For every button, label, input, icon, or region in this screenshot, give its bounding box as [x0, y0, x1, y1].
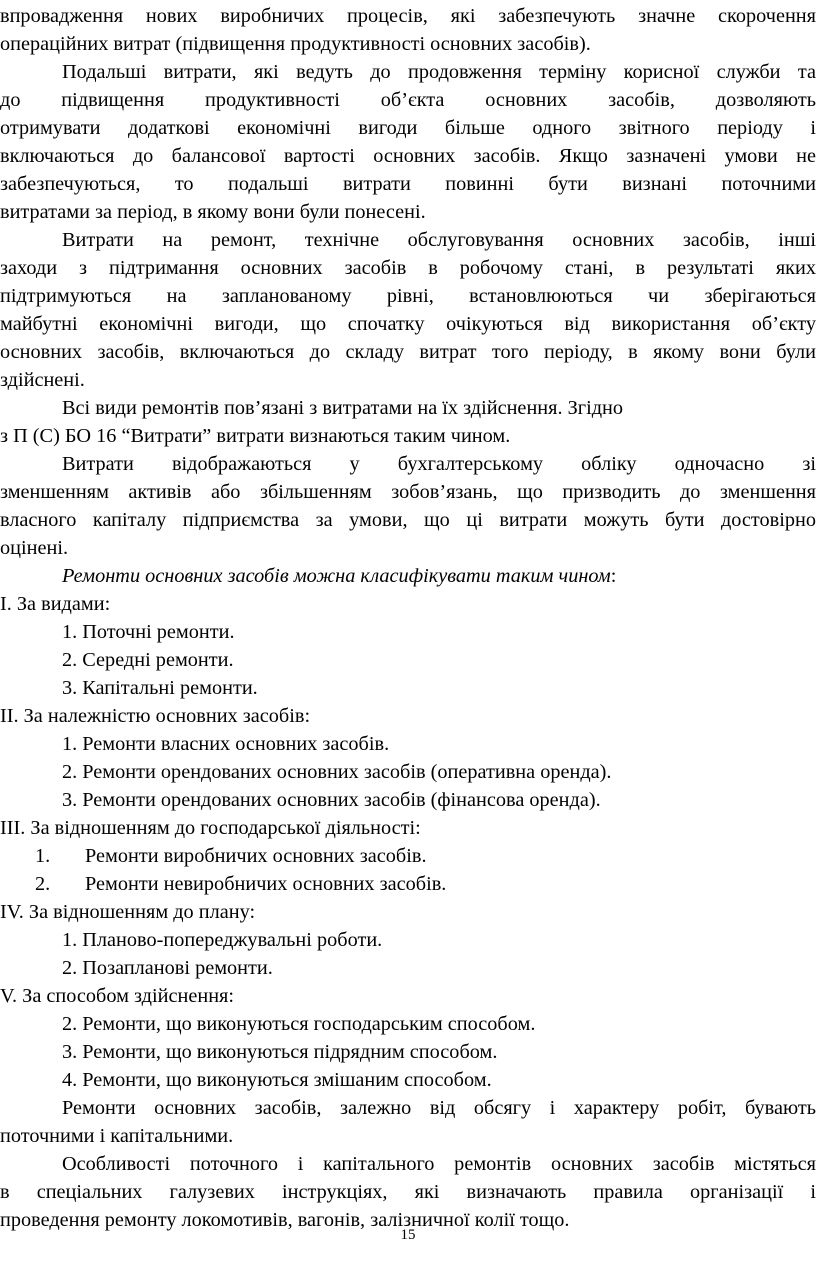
text-line: заходи з підтримання основних засобів в робочому стані, в результаті яких	[0, 257, 816, 279]
list-item	[35, 871, 816, 897]
list-item-number: 2.	[35, 873, 51, 895]
group-heading: II. За належністю основних засобів:	[0, 705, 311, 727]
text-line: впровадження нових виробничих процесів, які забезпечують значне скорочення	[0, 5, 816, 27]
list-item: 1. Поточні ремонти.	[62, 621, 235, 643]
text-line: майбутні економічні вигоди, що спочатку очікуються від використання об’єкту	[0, 313, 816, 335]
classification-intro-italic: Ремонти основних засобів можна класифікувати таким чином	[62, 565, 611, 587]
text-line: поточними і капітальними.	[0, 1125, 234, 1147]
list-item: 1. Планово-попереджувальні роботи.	[62, 929, 383, 951]
classification-intro	[62, 563, 816, 589]
text-line: власного капіталу підприємства за умови, що ці витрати можуть бути достовірно	[0, 509, 816, 531]
text-line: отримувати додаткові економічні вигоди більше одного звітного періоду і	[0, 117, 816, 139]
list-item	[35, 843, 816, 869]
text-line: підтримуються на запланованому рівні, встановлюються чи зберігаються	[0, 285, 816, 307]
text-line: зменшенням активів або збільшенням зобов’язань, що призводить до зменшення	[0, 481, 816, 503]
text-line: в спеціальних галузевих інструкціях, які визначають правила організації і	[0, 1181, 816, 1203]
text-line: з П (С) БО 16 “Витрати” витрати визнаються таким чином.	[0, 425, 511, 447]
text-line: проведення ремонту локомотивів, вагонів, залізничної колії тощо.	[0, 1209, 570, 1231]
classification-intro-colon: :	[610, 565, 617, 587]
page-number: 15	[400, 1227, 416, 1243]
list-item-text: Ремонти невиробничих основних засобів.	[85, 873, 447, 895]
text-line: здійснені.	[0, 369, 85, 391]
group-heading: III. За відношенням до господарської діяльності:	[0, 817, 421, 839]
list-item: 2. Позапланові ремонти.	[62, 957, 273, 979]
text-line: оцінені.	[0, 537, 69, 559]
group-heading: IV. За відношенням до плану:	[0, 901, 256, 923]
list-item-text: Ремонти виробничих основних засобів.	[85, 845, 427, 867]
list-item: 1. Ремонти власних основних засобів.	[62, 733, 390, 755]
list-item: 4. Ремонти, що виконуються змішаним способом.	[62, 1069, 492, 1091]
text-line: операційних витрат (підвищення продуктивності основних засобів).	[0, 33, 591, 55]
text-line: до підвищення продуктивності об’єкта основних засобів, дозволяють	[0, 89, 816, 111]
list-item: 2. Ремонти, що виконуються господарським способом.	[62, 1013, 536, 1035]
list-item: 2. Середні ремонти.	[62, 649, 234, 671]
list-item: 3. Капітальні ремонти.	[62, 677, 258, 699]
text-line: включаються до балансової вартості основних засобів. Якщо зазначені умови не	[0, 145, 816, 167]
group-heading: V. За способом здійснення:	[0, 985, 235, 1007]
text-line: Ремонти основних засобів, залежно від обсягу і характеру робіт, бувають	[62, 1097, 816, 1119]
list-item: 2. Ремонти орендованих основних засобів (оперативна оренда).	[62, 761, 612, 783]
text-line: Витрати відображаються у бухгалтерському обліку одночасно зі	[62, 453, 816, 475]
text-line: Особливості поточного і капітального ремонтів основних засобів містяться	[62, 1153, 816, 1175]
text-line: Витрати на ремонт, технічне обслуговування основних засобів, інші	[62, 229, 816, 251]
list-item: 3. Ремонти орендованих основних засобів (фінансова оренда).	[62, 789, 601, 811]
text-line: Всі види ремонтів пов’язані з витратами на їх здійснення. Згідно	[62, 397, 624, 419]
group-heading: I. За видами:	[0, 593, 111, 615]
text-line: витратами за період, в якому вони були понесені.	[0, 201, 426, 223]
text-line: забезпечуються, то подальші витрати повинні бути визнані поточними	[0, 173, 816, 195]
list-item: 3. Ремонти, що виконуються підрядним способом.	[62, 1041, 498, 1063]
list-item-number: 1.	[35, 845, 51, 867]
text-line: основних засобів, включаються до складу витрат того періоду, в якому вони були	[0, 341, 816, 363]
text-line: Подальші витрати, які ведуть до продовження терміну корисної служби та	[62, 61, 816, 83]
